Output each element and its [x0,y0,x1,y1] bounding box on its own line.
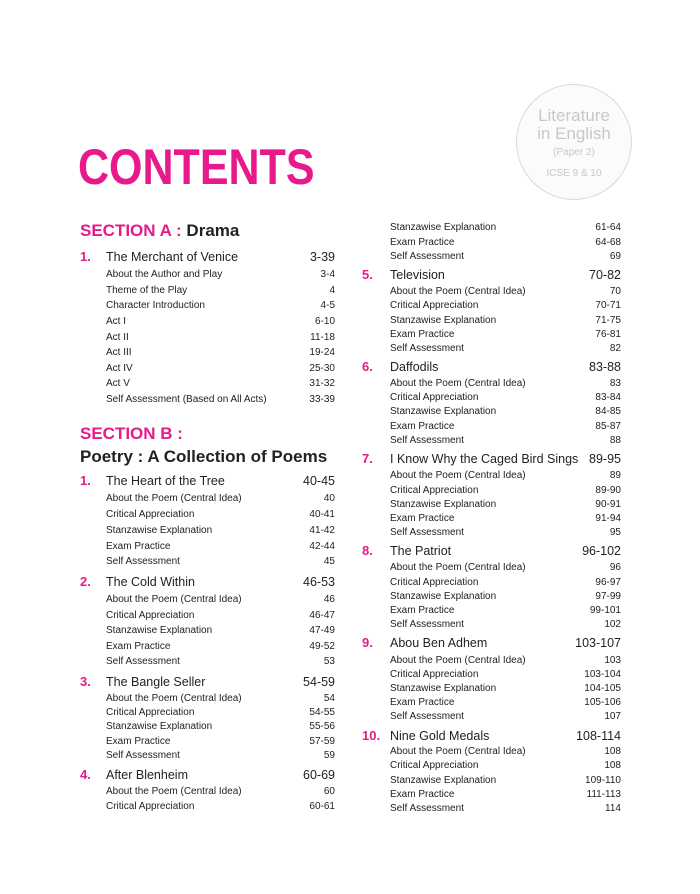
toc-entry-row [0,405,700,421]
toc-entry-row [0,802,700,818]
toc-entry-title: About the Poem (Central Idea) [390,746,526,757]
toc-entry-row [0,759,700,775]
toc-chapter-title: The Patriot [390,544,452,558]
toc-entry-title: Act I [106,316,127,327]
toc-page-range: 76-81 [595,329,621,340]
toc-entry-title: Exam Practice [106,641,171,652]
toc-entry-title: Stanzawise Explanation [106,525,213,536]
toc-entry-title: Self Assessment (Based on All Acts) [106,394,267,405]
toc-entry-title: Critical Appreciation [106,707,195,718]
toc-entry-title: Self Assessment [390,251,464,262]
toc-page-range: 57-59 [309,736,335,747]
toc-page-range: 60-69 [303,768,335,782]
toc-entry-row [0,299,700,315]
toc-entry-title: Exam Practice [390,605,455,616]
toc-entry-title: About the Poem (Central Idea) [106,693,242,704]
toc-entry-title: Stanzawise Explanation [390,499,497,510]
toc-page-range: 103-104 [584,669,621,680]
badge-line-2: in English [537,124,611,143]
toc-entry-title: About the Poem (Central Idea) [390,378,526,389]
toc-entry-title: Critical Appreciation [390,577,479,588]
toc-entry-title: Critical Appreciation [106,801,195,812]
toc-page-range: 89 [609,470,621,481]
toc-chapter-title: Nine Gold Medals [390,729,490,743]
toc-page-range: 99-101 [589,605,621,616]
toc-entry-title: Exam Practice [390,513,455,524]
section-a-title: Drama [186,221,240,240]
toc-entry-row [0,526,700,542]
toc-chapter-title: The Heart of the Tree [106,474,225,488]
toc-chapter-number: 4. [80,767,91,782]
toc-chapter-title: After Blenheim [106,768,188,782]
toc-page-range: 71-75 [595,315,621,326]
badge-line-4: ICSE 9 & 10 [546,168,602,179]
toc-page-range: 54-55 [309,707,335,718]
toc-page-range: 91-94 [595,513,621,524]
toc-entry-title: Self Assessment [390,343,464,354]
toc-entry-title: Theme of the Play [106,285,188,296]
toc-page-range: 19-24 [309,347,335,358]
toc-entry-title: Self Assessment [106,556,180,567]
toc-entry-row [0,469,700,485]
toc-page-range: 54 [323,693,335,704]
toc-entry-title: About the Poem (Central Idea) [106,493,242,504]
toc-entry-title: About the Poem (Central Idea) [106,594,242,605]
toc-page-range: 89-90 [595,485,621,496]
toc-page-range: 69 [609,251,621,262]
book-badge [516,84,632,200]
toc-page-range: 4 [329,285,335,296]
toc-page-range: 95 [609,527,621,538]
toc-page-range: 96 [609,562,621,573]
toc-page-range: 45 [323,556,335,567]
toc-page-range: 108-114 [576,729,621,743]
toc-page-range: 103 [604,655,621,666]
toc-entry-title: Self Assessment [390,711,464,722]
toc-entry-title: Exam Practice [106,736,171,747]
toc-page-range: 103-107 [575,636,621,650]
toc-page-range: 82 [609,343,621,354]
toc-page-range: 4-5 [320,300,335,311]
toc-page-range: 105-106 [584,697,621,708]
badge-line-1: Literature [538,106,610,125]
toc-entry-title: Stanzawise Explanation [106,625,213,636]
toc-page-range: 40-45 [303,474,335,488]
toc-page-range: 83 [609,378,621,389]
toc-chapter-title: Abou Ben Adhem [390,636,488,650]
toc-page-range: 97-99 [595,591,621,602]
toc-page-range: 107 [604,711,621,722]
toc-entry-title: Critical Appreciation [390,392,479,403]
toc-page-range: 59 [323,750,335,761]
toc-chapter-number: 3. [80,674,91,689]
toc-entry-title: About the Poem (Central Idea) [390,562,526,573]
toc-page-range: 3-39 [309,250,335,264]
toc-entry-title: About the Poem (Central Idea) [390,655,526,666]
toc-entry-title: Stanzawise Explanation [106,721,213,732]
toc-page-range: 46-47 [309,610,335,621]
toc-entry-title: Critical Appreciation [390,669,479,680]
toc-page-range: 89-95 [589,452,621,466]
toc-chapter-title: Television [390,268,445,282]
toc-page-range: 6-10 [314,316,335,327]
toc-chapter-title: Daffodils [390,360,439,374]
toc-page-range: 70-71 [595,300,621,311]
toc-entry-title: Act II [106,332,129,343]
toc-page-range: 53 [323,656,335,667]
toc-chapter-title: The Cold Within [106,575,195,589]
toc-entry-title: Critical Appreciation [390,300,479,311]
toc-page-range: 104-105 [584,683,621,694]
toc-page-range: 102 [604,619,621,630]
toc-page-range: 11-18 [310,332,335,343]
toc-page-range: 88 [609,435,621,446]
toc-chapter-row [0,635,700,651]
toc-page-range: 41-42 [309,525,335,536]
toc-entry-title: Exam Practice [390,697,455,708]
toc-entry-title: Self Assessment [106,656,180,667]
badge-line-3: (Paper 2) [553,147,595,158]
toc-page-range: 108 [604,760,621,771]
toc-page-range: 3-4 [320,269,335,280]
toc-page-range: 40 [323,493,335,504]
page-title: CONTENTS [78,139,315,195]
toc-page-range: 109-110 [585,775,621,786]
toc-page-range: 49-52 [309,641,335,652]
toc-chapter-row [0,451,700,467]
toc-page-range: 60 [323,786,335,797]
toc-entry-row [0,434,700,450]
toc-entry-title: Stanzawise Explanation [390,683,497,694]
toc-chapter-number: 5. [362,267,373,282]
toc-entry-title: Stanzawise Explanation [390,315,497,326]
toc-entry-row [0,250,700,266]
toc-entry-title: Critical Appreciation [390,485,479,496]
toc-chapter-number: 8. [362,543,373,558]
toc-entry-title: About the Poem (Central Idea) [390,286,526,297]
toc-chapter-title: I Know Why the Caged Bird Sings [390,452,579,466]
toc-entry-title: Act V [106,378,130,389]
toc-entry-title: About the Poem (Central Idea) [106,786,242,797]
toc-page-range: 25-30 [309,363,335,374]
toc-page-range: 90-91 [595,499,621,510]
toc-page-range: 83-88 [589,360,621,374]
toc-page-range: 60-61 [309,801,335,812]
toc-entry-title: About the Author and Play [106,269,223,280]
toc-page-range: 108 [604,746,621,757]
toc-page-range: 111-113 [586,789,621,800]
toc-entry-title: Stanzawise Explanation [390,775,497,786]
toc-page-range: 96-97 [595,577,621,588]
toc-chapter-title: The Merchant of Venice [106,250,239,264]
toc-entry-title: Exam Practice [390,237,455,248]
toc-entry-title: Act IV [106,363,133,374]
toc-chapter-row [0,728,700,744]
toc-chapter-number: 10. [362,728,381,743]
toc-entry-title: Exam Practice [106,541,171,552]
toc-page-range: 40-41 [309,509,335,520]
toc-chapter-number: 1. [80,249,91,264]
toc-chapter-title: The Bangle Seller [106,675,206,689]
toc-entry-title: Self Assessment [390,435,464,446]
toc-page-range: 70-82 [589,268,621,282]
toc-page-range: 83-84 [595,392,621,403]
toc-page-range: 31-32 [309,378,335,389]
toc-page-range: 61-64 [595,222,621,233]
toc-entry-title: Critical Appreciation [106,610,195,621]
toc-chapter-number: 2. [80,574,91,589]
toc-chapter-row [0,359,700,375]
toc-chapter-number: 9. [362,635,373,650]
toc-page-range: 70 [609,286,621,297]
toc-entry-title: Stanzawise Explanation [390,591,497,602]
toc-chapter-number: 1. [80,473,91,488]
toc-chapter-number: 7. [362,451,373,466]
toc-page-range: 54-59 [303,675,335,689]
toc-entry-title: About the Poem (Central Idea) [390,470,526,481]
toc-page-range: 47-49 [309,625,335,636]
toc-entry-row [0,710,700,726]
toc-entry-title: Self Assessment [106,750,180,761]
toc-entry-title: Self Assessment [390,803,464,814]
toc-page-range: 46 [323,594,335,605]
toc-page-range: 84-85 [595,406,621,417]
section-a-label: SECTION A : [80,221,182,240]
toc-entry-title: Exam Practice [390,789,455,800]
toc-page-range: 46-53 [303,575,335,589]
toc-entry-row [0,221,700,237]
toc-entry-row [0,342,700,358]
toc-entry-title: Stanzawise Explanation [390,406,497,417]
toc-entry-title: Self Assessment [390,619,464,630]
toc-entry-row [0,561,700,577]
toc-page-range: 33-39 [309,394,335,405]
toc-entry-title: Character Introduction [106,300,205,311]
toc-chapter-row [0,543,700,559]
toc-page-range: 96-102 [582,544,621,558]
toc-entry-title: Exam Practice [390,329,455,340]
toc-entry-row [0,618,700,634]
toc-entry-title: Stanzawise Explanation [390,222,497,233]
toc-entry-title: Critical Appreciation [106,509,195,520]
section-b-label: SECTION B : [80,424,183,443]
toc-page-range: 114 [605,803,621,814]
toc-entry-title: Critical Appreciation [390,760,479,771]
toc-page-range: 64-68 [595,237,621,248]
toc-page-range: 55-56 [309,721,335,732]
toc-entry-title: Exam Practice [390,421,455,432]
toc-page-range: 85-87 [595,421,621,432]
toc-chapter-row [0,267,700,283]
section-b-title: Poetry : A Collection of Poems [80,447,328,466]
toc-chapter-number: 6. [362,359,373,374]
toc-entry-title: Self Assessment [390,527,464,538]
toc-entry-title: Act III [106,347,132,358]
toc-page-range: 42-44 [309,541,335,552]
